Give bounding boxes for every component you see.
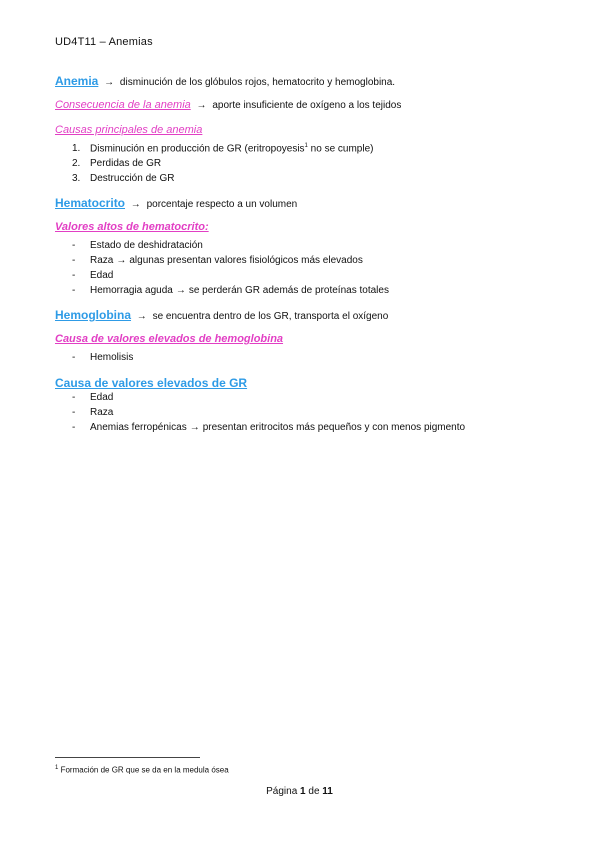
page-separator: de bbox=[308, 786, 320, 797]
causa-hemoglobina-heading bbox=[55, 333, 283, 345]
list-item: - Raza → algunas presentan valores fisiológicos más elevados bbox=[72, 255, 363, 266]
page-header: UD4T11 – Anemias bbox=[55, 36, 153, 48]
term-hematocrito: Hematocrito bbox=[55, 196, 126, 210]
list-item: 1. Disminución en producción de GR (eritropoyesis$^1$ no se cumple) bbox=[72, 143, 374, 155]
arrow-icon: → bbox=[175, 285, 186, 296]
list-item: - Hemolisis bbox=[72, 352, 134, 363]
arrow-icon: → bbox=[116, 255, 127, 266]
arrow-icon: → bbox=[196, 100, 207, 111]
list-item: - Anemias ferropénicas → presentan eritrocitos más pequeños y con menos pigmento bbox=[72, 422, 466, 433]
term-valores-altos: Valores altos de hematocrito: bbox=[55, 221, 209, 233]
footnote bbox=[55, 765, 229, 775]
arrow-icon: → bbox=[136, 311, 147, 322]
page-label: Página bbox=[266, 786, 298, 797]
arrow-icon: → bbox=[130, 199, 141, 210]
hematocrito-text: porcentaje respecto a un volumen bbox=[146, 199, 298, 210]
page-footer bbox=[0, 786, 599, 797]
consecuencia-text: aporte insuficiente de oxígeno a los tejidos bbox=[212, 100, 402, 111]
hemoglobina-text: se encuentra dentro de los GR, transporta el oxígeno bbox=[152, 311, 389, 322]
anemia-text: disminución de los glóbulos rojos, hematocrito y hemoglobina. bbox=[119, 77, 396, 88]
term-consecuencia: Consecuencia de la anemia bbox=[55, 99, 191, 111]
term-causa-gr: Causa de valores elevados de GR bbox=[55, 376, 248, 390]
term-anemia: Anemia bbox=[55, 74, 99, 88]
list-item: 3. Destrucción de GR bbox=[72, 173, 175, 184]
list-item: - Hemorragia aguda → se perderán GR además de proteínas totales bbox=[72, 285, 389, 296]
hematocrito-definition bbox=[55, 196, 297, 210]
list-item: - Raza bbox=[72, 407, 114, 418]
list-item: 2. Perdidas de GR bbox=[72, 158, 162, 169]
anemia-definition bbox=[55, 74, 395, 88]
page-total: 11 bbox=[322, 786, 333, 797]
footnote-text: Formación de GR que se da en la medula ósea bbox=[60, 765, 229, 775]
footnote-marker: 1 bbox=[55, 765, 59, 771]
causas-heading bbox=[55, 124, 202, 136]
term-hemoglobina: Hemoglobina bbox=[55, 308, 132, 322]
footnote-ref: 1 bbox=[304, 143, 308, 149]
hemoglobina-definition bbox=[55, 308, 388, 322]
arrow-icon: → bbox=[189, 422, 200, 433]
causa-gr-heading bbox=[55, 376, 247, 390]
list-item: - Estado de deshidratación bbox=[72, 240, 203, 251]
footnote-divider bbox=[55, 757, 200, 758]
list-item: - Edad bbox=[72, 392, 114, 403]
term-causas: Causas principales de anemia bbox=[55, 124, 203, 136]
page-number: 1 bbox=[300, 786, 306, 797]
consecuencia-definition bbox=[55, 99, 401, 111]
arrow-icon: → bbox=[104, 77, 115, 88]
valores-altos-heading bbox=[55, 221, 209, 233]
term-causa-hemoglobina: Causa de valores elevados de hemoglobina bbox=[55, 333, 284, 345]
list-item: - Edad bbox=[72, 270, 114, 281]
